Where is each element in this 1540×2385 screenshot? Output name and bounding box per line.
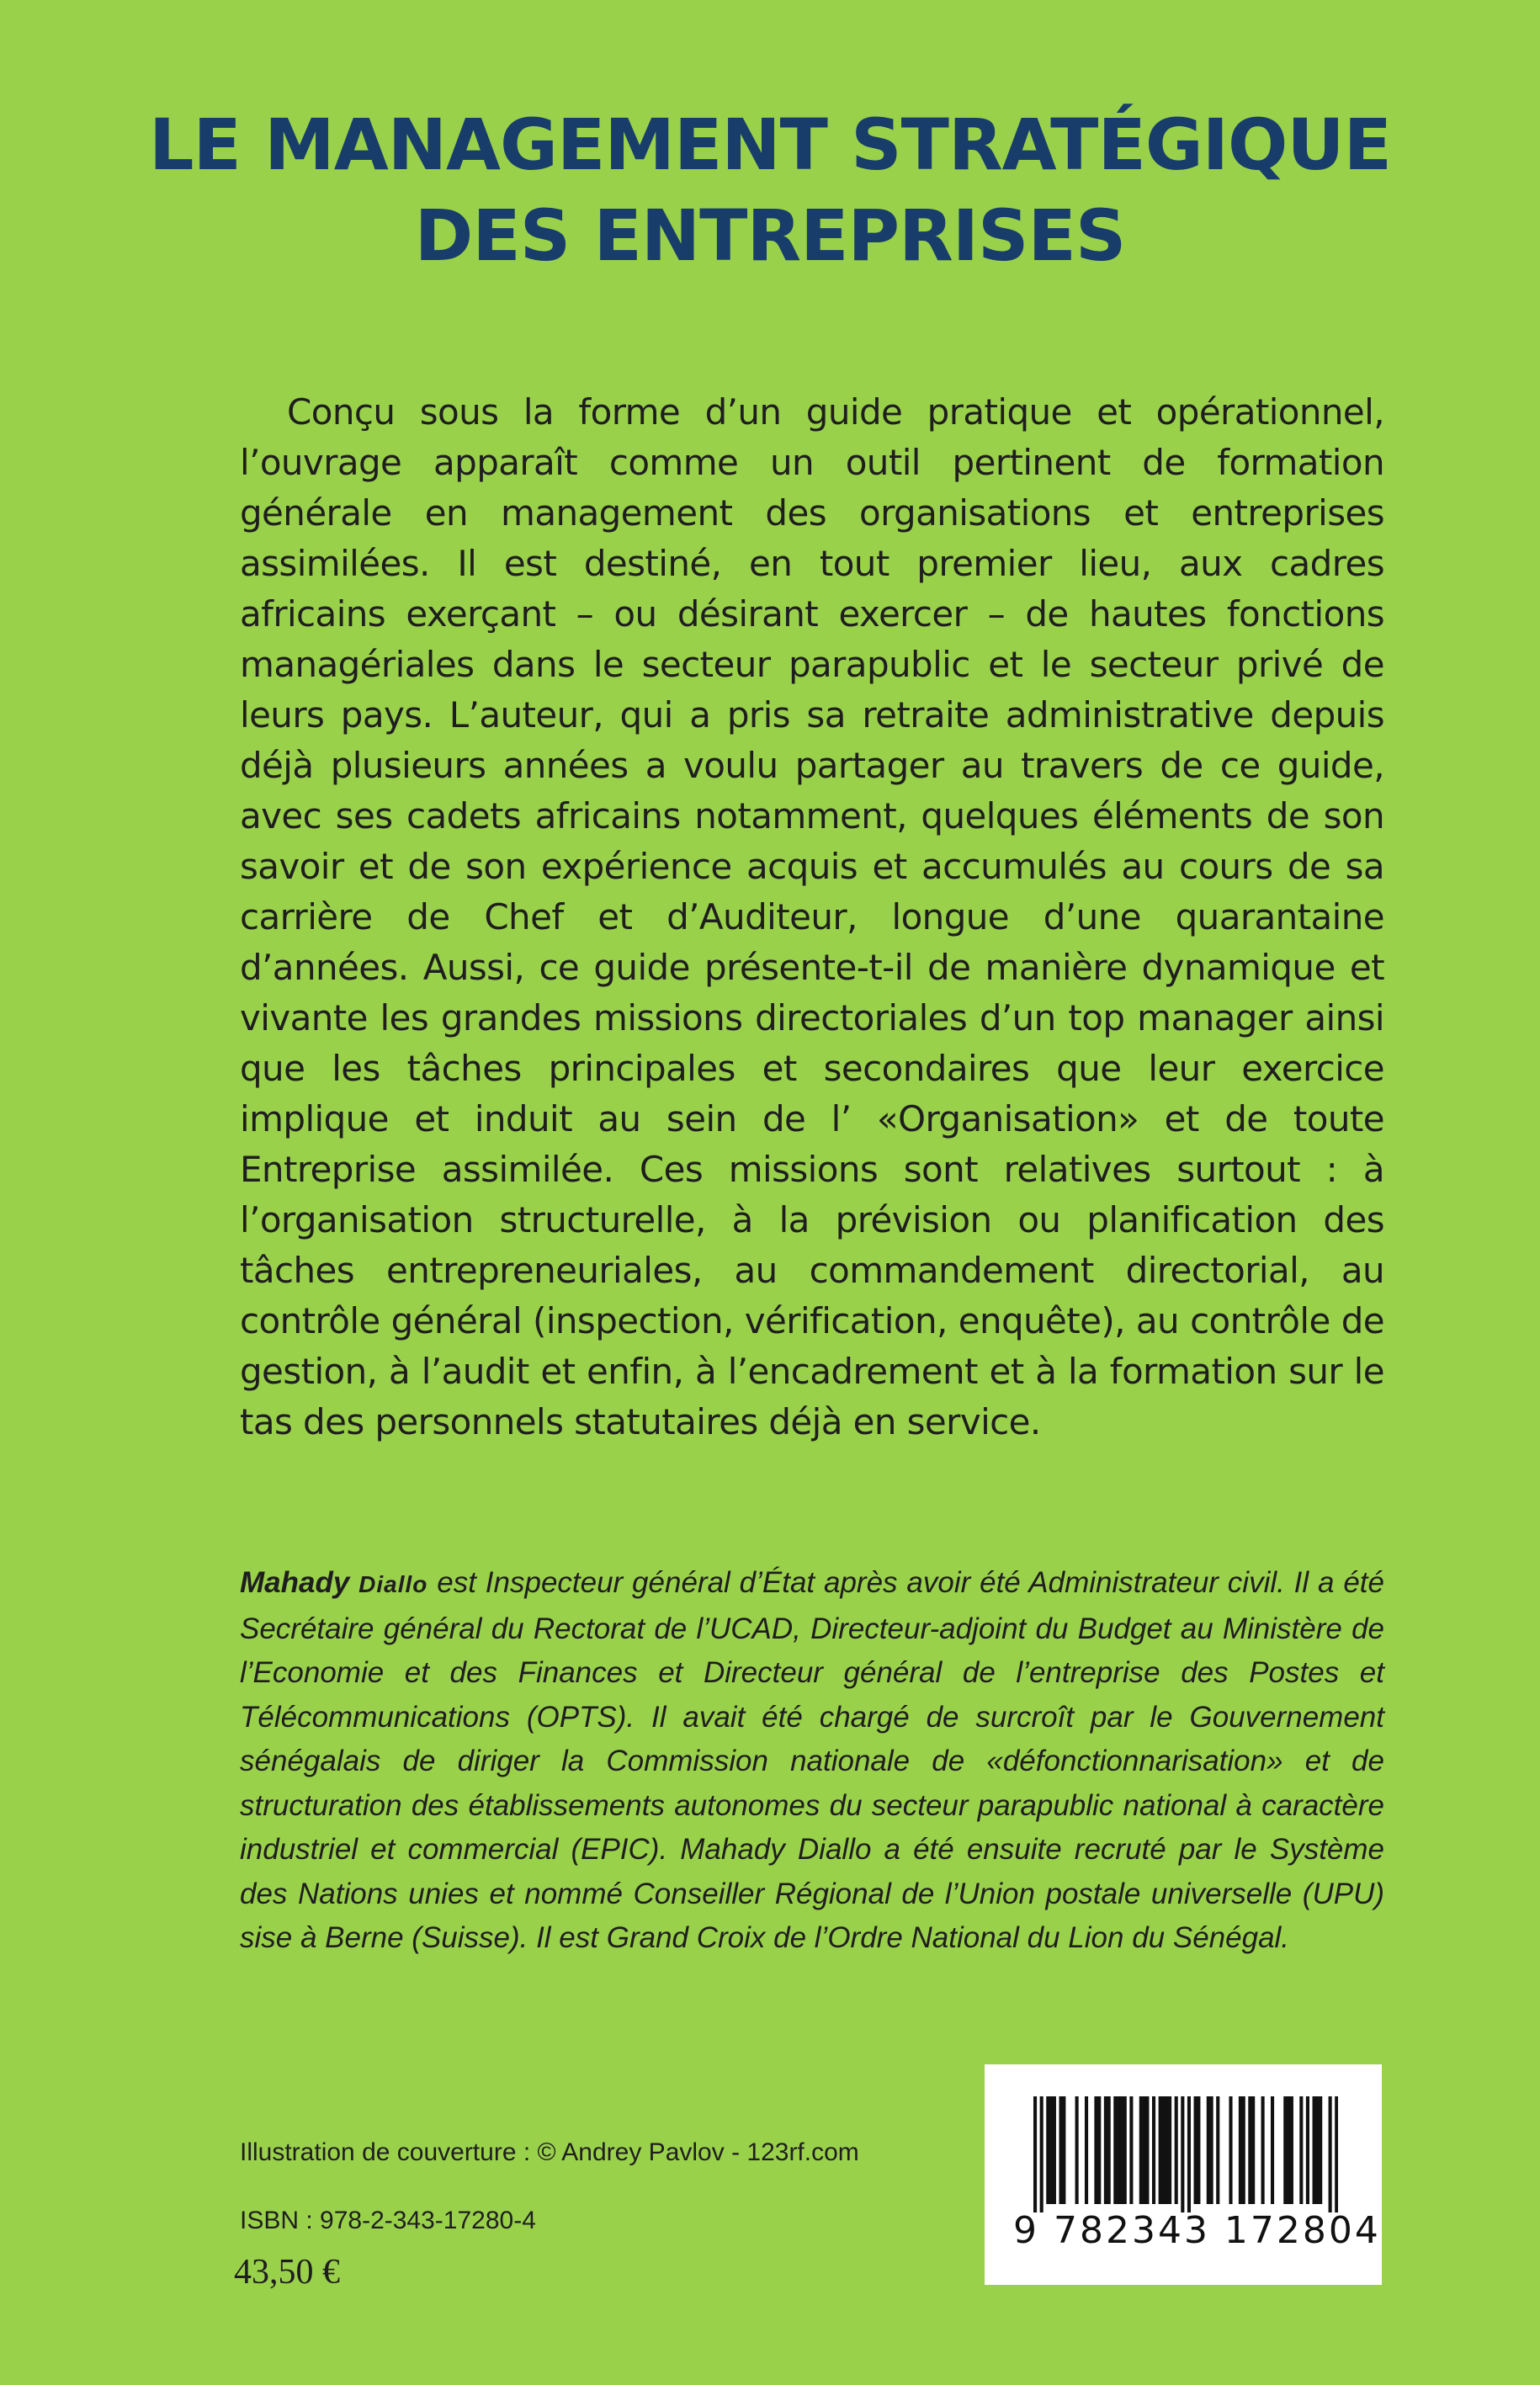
barcode-bar [1283, 2096, 1287, 2204]
barcode-bar [1152, 2096, 1155, 2204]
barcode-bar [1129, 2096, 1133, 2204]
barcode-bar [1216, 2096, 1219, 2204]
author-first-name: Mahady [240, 1566, 350, 1599]
barcode-bar [1229, 2096, 1232, 2204]
barcode-bar [1271, 2096, 1274, 2204]
barcode-bar [1104, 2096, 1107, 2204]
barcode-bar [1094, 2096, 1097, 2204]
barcode-bar [1306, 2096, 1309, 2204]
barcode-icon [1033, 2096, 1338, 2212]
book-title-line-1: LE MANAGEMENT STRATÉGIQUE [148, 104, 1392, 186]
barcode-bar [1075, 2096, 1079, 2204]
barcode-bar [1046, 2096, 1049, 2204]
barcode-bar [1120, 2096, 1123, 2204]
cover-illustration-credit: Illustration de couverture : © Andrey Pavlov - 123rf.com [240, 2138, 859, 2166]
barcode-bar [1290, 2096, 1293, 2204]
author-bio [240, 1561, 1384, 1961]
author-bio-text: est Inspecteur général d’État après avoir été Administrateur civil. Il a été Secrétaire général du Rectorat de l’UCAD, Directeur-adjoint du Budget au Ministère de l’Economie et des Finances et Directeur général de l’entreprise des Postes et Télécommunications (OPTS). Il avait été chargé de surcroît par le Gouvernement sénégalais de diriger la Commission nationale de «défonctionnarisation» et de structuration des établissements autonomes du secteur parapublic national à caractère industriel et commercial (EPIC). Mahady Diallo a été ensuite recruté par le Système des Nations unies et nommé Conseiller Régional de l’Union postale universelle (UPU) sise à Berne (Suisse). Il est Grand Croix de l’Ordre National du Lion du Sénégal. [240, 1566, 1384, 1954]
isbn-number: ISBN : 978-2-343-17280-4 [240, 2207, 536, 2234]
barcode-bar [1210, 2096, 1213, 2204]
barcode-bar [1123, 2096, 1127, 2204]
barcode-bar [1194, 2096, 1197, 2204]
author-last-name: Diallo [358, 1571, 428, 1597]
barcode-bar [1248, 2096, 1251, 2204]
barcode-bar [1040, 2096, 1043, 2212]
barcode-bar [1165, 2096, 1168, 2204]
barcode-bar [1251, 2096, 1255, 2204]
barcode-bar [1261, 2096, 1265, 2204]
barcode-bar [1159, 2096, 1162, 2204]
barcode-bar [1329, 2096, 1332, 2212]
barcode-bar [1097, 2096, 1101, 2204]
barcode-bar [1143, 2096, 1146, 2204]
barcode-bar [1085, 2096, 1088, 2204]
barcode-panel [985, 2064, 1382, 2285]
barcode-bar [1139, 2096, 1143, 2204]
barcode-bar [1107, 2096, 1111, 2204]
barcode-bar [1315, 2096, 1319, 2204]
barcode-bar [1239, 2096, 1242, 2204]
book-price: 43,50 € [234, 2253, 340, 2292]
barcode-bar [1117, 2096, 1120, 2204]
barcode-bar [1197, 2096, 1200, 2204]
author-name [240, 1566, 427, 1599]
barcode-bar [1299, 2096, 1303, 2204]
barcode-bar [1049, 2096, 1053, 2204]
book-summary: Conçu sous la forme d’un guide pratique et opérationnel, l’ouvrage apparaît comme un outil pertinent de formation générale en management des organisations et entreprises assimilées. Il est destiné, en tout premier lieu, aux cadres africains exerçant – ou désirant exercer – de hautes fonctions managériales dans le secteur parapublic et le secteur privé de leurs pays. L’auteur, qui a pris sa retraite administrative depuis déjà plusieurs années a voulu partager au travers de ce guide, avec ses cadets africains notamment, quelques éléments de son savoir et de son expérience acquis et accumulés au cours de sa carrière de Chef et d’Auditeur, longue d’une quarantaine d’années. Aussi, ce guide présente-t-il de manière dynamique et vivante les grandes missions directoriales d’un top manager ainsi que les tâches principales et secondaires que leur exercice implique et induit au sein de l’ «Organisation» et de toute Entreprise assimilée. Ces missions sont relatives surtout : à l’organisation structurelle, à la prévision ou planification des tâches entrepreneuriales, au commandement directorial, au contrôle général (inspection, vérification, enquête), au contrôle de gestion, à l’audit et enfin, à l’encadrement et à la formation sur le tas des personnels statutaires déjà en service. [240, 391, 1384, 1442]
barcode-bar [1313, 2096, 1316, 2204]
barcode-bar [1187, 2096, 1191, 2212]
barcode-bar [1062, 2096, 1065, 2204]
barcode-bar [1181, 2096, 1184, 2212]
barcode-bar [1207, 2096, 1210, 2204]
book-title-line-2: DES ENTREPRISES [414, 194, 1126, 277]
barcode-bar [1168, 2096, 1171, 2204]
barcode-bar [1161, 2096, 1165, 2204]
barcode-bar [1059, 2096, 1062, 2204]
barcode-bar [1242, 2096, 1245, 2204]
barcode-bar [1033, 2096, 1037, 2212]
barcode-digits: 9 782343 172804 [1013, 2209, 1381, 2252]
barcode-bar [1113, 2096, 1117, 2204]
book-title [101, 99, 1439, 281]
barcode-bar [1335, 2096, 1338, 2212]
barcode-bar [1053, 2096, 1056, 2204]
barcode-bar [1145, 2096, 1149, 2204]
barcode-bar [1319, 2096, 1322, 2204]
barcode-bar [1175, 2096, 1178, 2204]
barcode-bar [1287, 2096, 1290, 2204]
